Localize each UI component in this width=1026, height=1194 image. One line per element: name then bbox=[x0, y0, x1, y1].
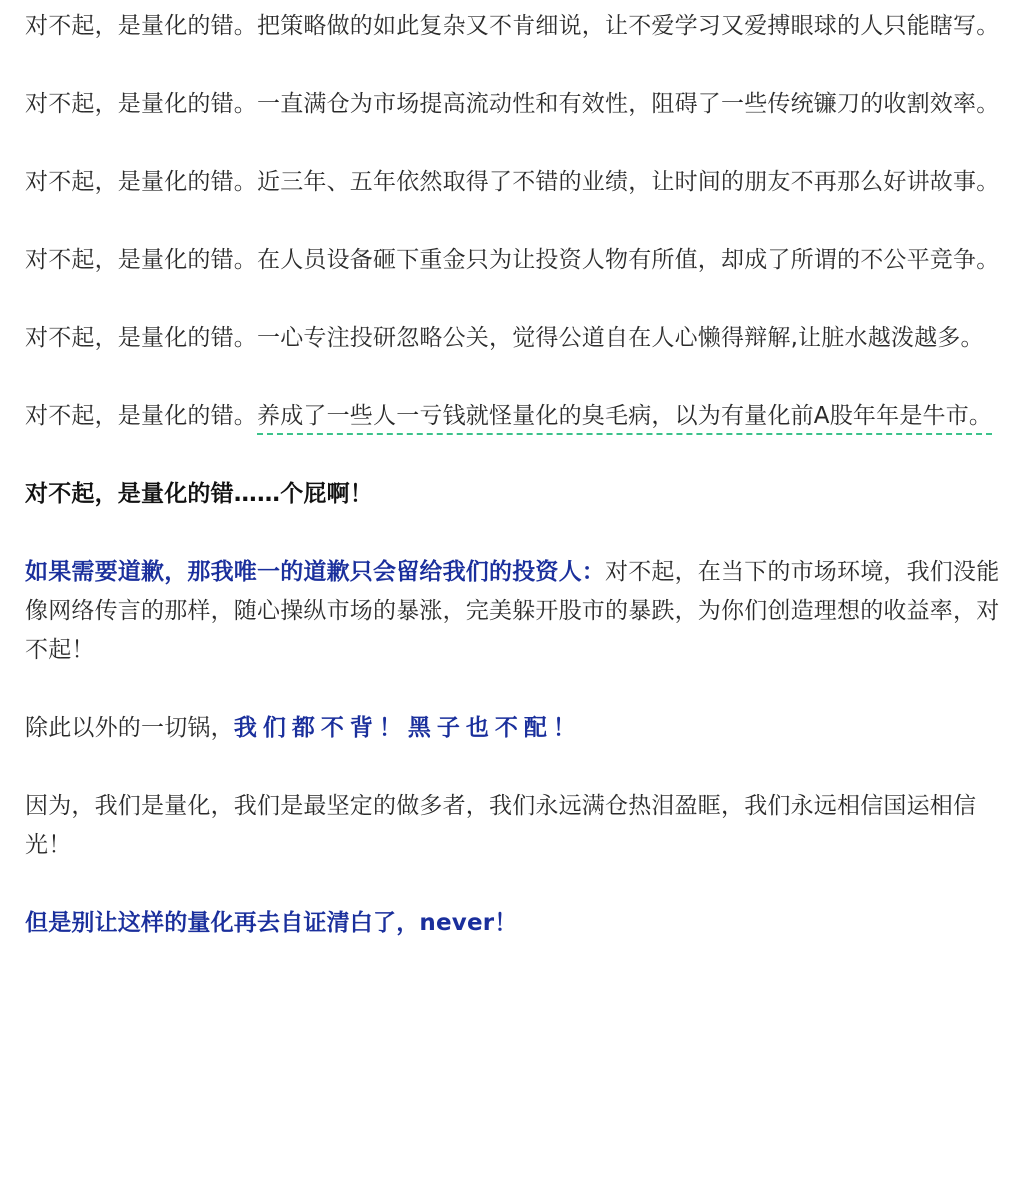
article-body bbox=[25, 7, 1020, 982]
paragraph-6-prefix: 对不起，是量化的错。 bbox=[25, 403, 257, 429]
paragraph-3: 对不起，是量化的错。近三年、五年依然取得了不错的业绩，让时间的朋友不再那么好讲故事。 bbox=[25, 169, 1000, 195]
paragraph-7-emphasis: 对不起，是量化的错……个屁啊！ bbox=[25, 481, 373, 507]
paragraph-5: 对不起，是量化的错。一心专注投研忽略公关，觉得公道自在人心懒得辩解,让脏水越泼越多。 bbox=[25, 325, 984, 351]
dashed-underline-text: 养成了一些人一亏钱就怪量化的臭毛病，以为有量化前A股年年是牛市。 bbox=[257, 403, 992, 435]
apology-highlight: 如果需要道歉，那我唯一的道歉只会留给我们的投资人： bbox=[25, 559, 605, 585]
paragraph-8 bbox=[25, 553, 1020, 670]
closing-statement: 但是别让这样的量化再去自证清白了，never！ bbox=[25, 910, 518, 936]
paragraph-9-prefix: 除此以外的一切锅， bbox=[25, 715, 234, 741]
paragraph-2: 对不起，是量化的错。一直满仓为市场提高流动性和有效性，阻碍了一些传统镰刀的收割效率。 bbox=[25, 91, 1000, 117]
paragraph-6 bbox=[25, 397, 1020, 436]
paragraph-9-highlight: 我们都不背！黑子也不配！ bbox=[233, 715, 582, 741]
paragraph-9 bbox=[25, 709, 1020, 748]
paragraph-8-rest: 对不起，在当下的市场环境，我们没能像网络传言的那样，随心操纵市场的暴涨，完美躲开股市的暴跌，为你们创造理想的收益率，对不起！ bbox=[25, 559, 1000, 663]
paragraph-1: 对不起，是量化的错。把策略做的如此复杂又不肯细说，让不爱学习又爱搏眼球的人只能瞎写。 bbox=[25, 13, 1000, 39]
paragraph-10: 因为，我们是量化，我们是最坚定的做多者，我们永远满仓热泪盈眶，我们永远相信国运相信光！ bbox=[25, 793, 977, 858]
paragraph-4: 对不起，是量化的错。在人员设备砸下重金只为让投资人物有所值，却成了所谓的不公平竞争。 bbox=[25, 247, 1000, 273]
